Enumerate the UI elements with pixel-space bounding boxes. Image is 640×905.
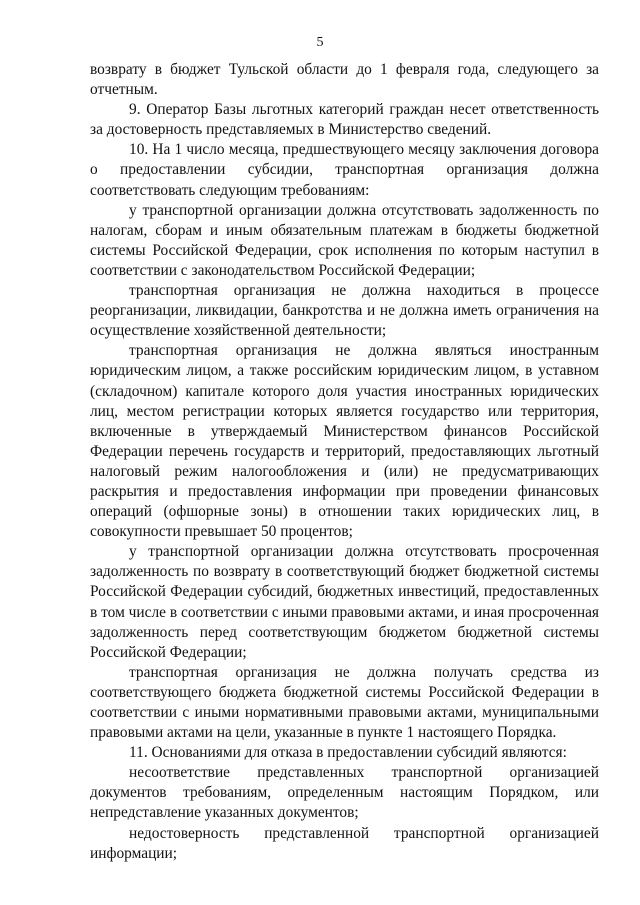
document-body bbox=[90, 60, 599, 864]
paragraph-item-11: 11. Основаниями для отказа в предоставлении субсидий являются: bbox=[129, 744, 567, 762]
requirement-not-foreign-entity: транспортная организация не должна являться иностранным юридическим лицом, а также российским юридическим лицом, в уставном (складочном) капитале которого доля участия иностранных юридических лиц, местом регистрации которых является государство или территория, включенные в утверждаемый Министерством финансов Российской Федерации перечень государств и территорий, предоставляющих льготный налоговый режим налогообложения и (или) не предусматривающих раскрытия и предоставления информации при проведении финансовых операций (офшорные зоны) в отношении таких юридических лиц, в совокупности превышает 50 процентов; bbox=[90, 342, 599, 541]
refusal-ground-inaccuracy: недостоверность представленной транспортной организацией информации; bbox=[90, 824, 599, 862]
requirement-no-other-funds: транспортная организация не должна получать средства из соответствующего бюджета бюджетной системы Российской Федерации в соответствии с иными нормативными правовыми актами, муниципальными правовыми актами на цели, указанные в пункте 1 настоящего Порядка. bbox=[90, 663, 599, 742]
requirement-no-overdue-debt: у транспортной организации должна отсутствовать просроченная задолженность по возврату в соответствующий бюджет бюджетной системы Российской Федерации субсидий, бюджетных инвестиций, предоставленных в том числе в соответствии с иными правовыми актами, и иная просроченная задолженность перед соответствующим бюджетом бюджетной системы Российской Федерации; bbox=[90, 543, 599, 661]
refusal-ground-noncompliance: несоответствие представленных транспортной организацией документов требованиям, определенным настоящим Порядком, или непредставление указанных документов; bbox=[90, 764, 599, 822]
requirement-no-reorganization: транспортная организация не должна находиться в процессе реорганизации, ликвидации, банкротства и не должна иметь ограничения на осуществление хозяйственной деятельности; bbox=[90, 282, 599, 340]
paragraph-item-10: 10. На 1 число месяца, предшествующего месяцу заключения договора о предоставлении субсидии, транспортная организация должна соответствовать следующим требованиям: bbox=[90, 141, 599, 199]
paragraph-continuation: возврату в бюджет Тульской области до 1 февраля года, следующего за отчетным. bbox=[90, 61, 599, 99]
requirement-no-tax-debt: у транспортной организации должна отсутствовать задолженность по налогам, сборам и иным обязательным платежам в бюджеты бюджетной системы Российской Федерации, срок исполнения по которым наступил в соответствии с законодательством Российской Федерации; bbox=[90, 201, 599, 279]
paragraph-item-9: 9. Оператор Базы льготных категорий граждан несет ответственность за достоверность представляемых в Министерство сведений. bbox=[90, 101, 599, 139]
page-number: 5 bbox=[316, 35, 324, 50]
